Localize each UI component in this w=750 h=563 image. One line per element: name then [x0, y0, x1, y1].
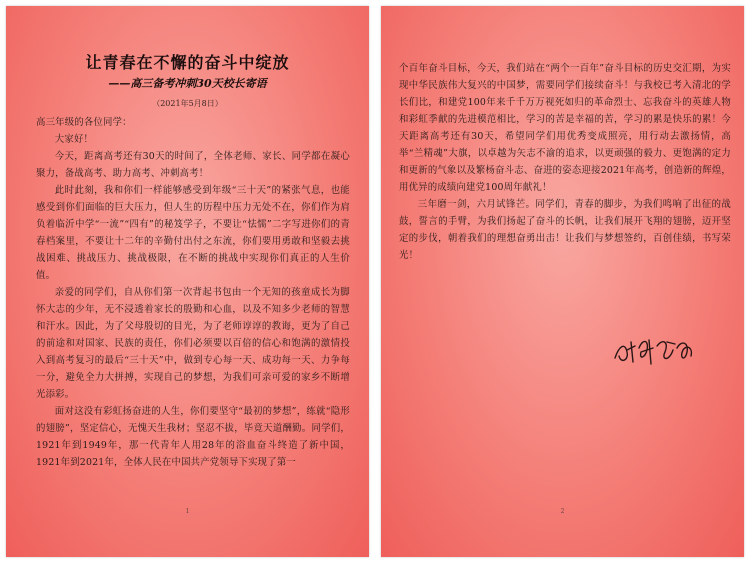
page-number: 2 — [560, 508, 565, 515]
right-page-body — [399, 60, 731, 264]
document-subtitle: ——高三备考冲刺30天校长寄语 — [108, 77, 267, 90]
paragraph: 今天，距离高考还有30天的时间了，全体老师、家长、同学都在凝心聚力，备战高考、助力高考、冲刺高考！ — [36, 151, 350, 179]
salutation: 大家好！ — [54, 134, 94, 145]
paragraph: 个百年奋斗目标，今天，我们站在“两个一百年”奋斗目标的历史交汇期，为实现中华民族伟大复兴的中国梦，需要同学们接续奋斗！与我校已考入清北的学长们比，和建党100年来千千万万视死如归的革命烈士、忘我奋斗的英雄人物和彩虹季献的先进模范相比，学习的苦是幸福的苦，学习的累是快乐的累！今天距离高考还有30天，希望同学们用优秀变成照亮，用行动去激扬情，高举“兰精魂”大旗，以卓越为矢志不渝的追求，以更顽强的毅力、更饱满的定力和更新的气象以及繁杨奋斗志、奋进的姿态迎接2021年高考，创造新的辉煌，用优异的成绩向建党100周年献礼！ — [399, 63, 731, 193]
paragraph: 面对这没有彩虹扬奋进的人生，你们要坚守“最初的梦想”，练就“隐形的翅膀”，坚定信心，无愧天生我材；坚忍不拔，毕竟天道酬勤。同学们，1921年到1949年，那一代青年人用28年的浴血奋斗终造了新中国，1921年到2021年，全体人民在中国共产党领导下实现了第一 — [36, 406, 350, 468]
left-page-body — [36, 114, 350, 471]
page-number: 1 — [185, 508, 190, 515]
document-title: 让青春在不懈的奋斗中绽放 — [85, 53, 290, 72]
greeting: 高三年级的各位同学： — [36, 117, 132, 128]
paragraph: 此时此刻，我和你们一样能够感受到年级“三十天”的紧张气息，也能感受到你们面临的巨大压力，但人生的历程中压力无处不在，你们作为肩负着临沂中学“一流”“四有”的秘笈学子，不要让“怯懦”二字写进你们的青春档案里，不要让十二年的辛勤付出付之东流，你们要用勇敢和坚毅去挑战困难、挑战压力、挑战极限，在不断的挑战中实现你们真正的人生价值。 — [36, 185, 350, 281]
paragraph: 三年磨一剑，六月试锋芒。同学们，青春的脚步，为我们鸣响了出征的战鼓，誓言的手臂，为我们扬起了奋斗的长帆，让我们展开飞翔的翅膀，迈开坚定的步伐，朝着我们的理想奋勇出击！让我们与梦想签约，百创佳绩，书写荣光！ — [399, 199, 731, 261]
paragraph: 亲爱的同学们，自从你们第一次背起书包由一个无知的孩童成长为脚怀大志的少年，无不浸透着家长的殷勤和心血，以及不知多少老师的智慧和汗水。因此，为了父母殷切的目光，为了老师谆谆的教诲，更为了自己的前途和对国家、民族的责任，你们必须要以百倍的信心和饱满的激情投入到高考复习的最后“三十天”中，做到专心每一天、成功每一天、力争每一分，避免全力大拼搏，实现自己的梦想，为我们可亲可爱的家乡不断增光添彩。 — [36, 287, 350, 400]
document-date: （2021年5月8日） — [152, 99, 223, 108]
page-right — [381, 6, 744, 557]
signature-icon — [609, 328, 699, 372]
page-left — [6, 6, 369, 557]
